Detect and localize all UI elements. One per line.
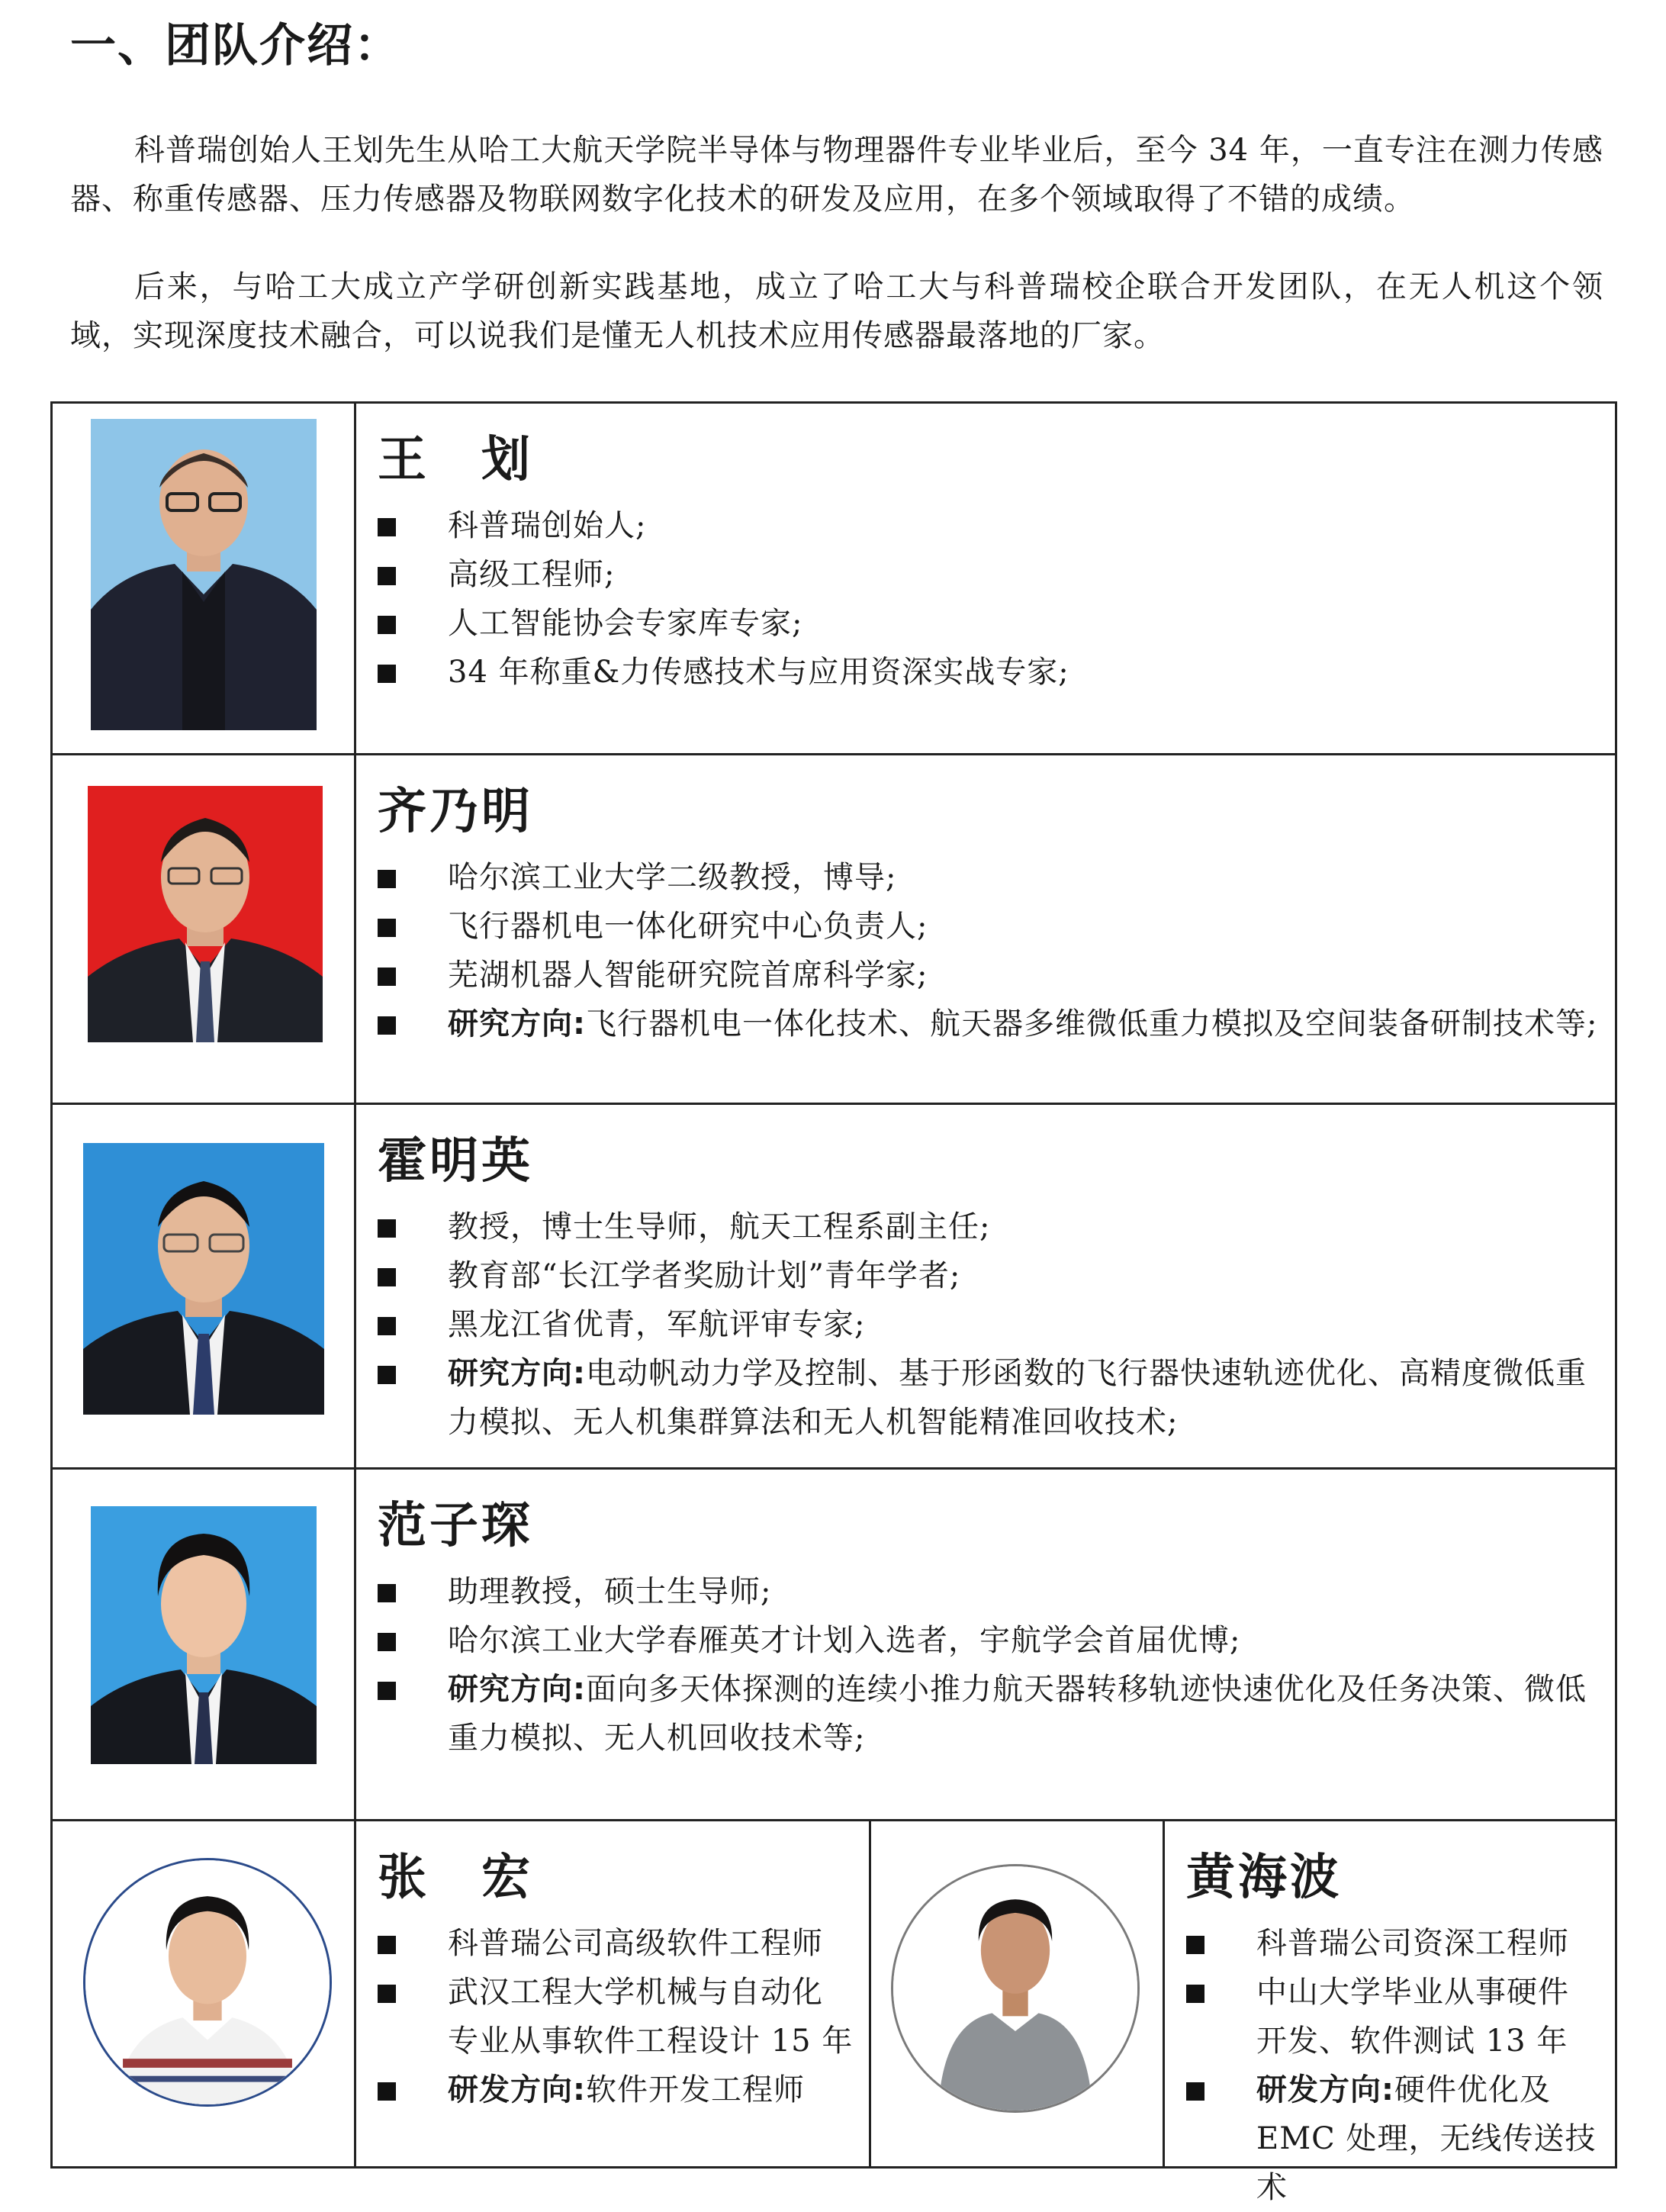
list-item: 研发方向:软件开发工程师 (378, 2065, 854, 2114)
member-photo-fan (91, 1506, 317, 1764)
bullet-icon (378, 1366, 396, 1384)
bullet-icon (378, 1633, 396, 1651)
list-item: 哈尔滨工业大学二级教授，博导; (378, 853, 1600, 902)
bullet-icon (378, 665, 396, 683)
list-item: 教育部“长江学者奖励计划”青年学者; (378, 1251, 1600, 1300)
member-row-2 (53, 755, 1615, 1105)
member-credentials (378, 1203, 1600, 1447)
bullet-icon (1186, 1985, 1204, 2003)
bullet-icon (378, 616, 396, 634)
list-item: 研究方向:面向多天体探测的连续小推力航天器转移轨迹快速优化及任务决策、微低重力模拟、无人机回收技术等; (378, 1665, 1600, 1763)
bullet-icon (378, 1936, 396, 1954)
bullet-icon (378, 2082, 396, 2101)
member-credentials (378, 501, 1600, 697)
member-credentials (1186, 1919, 1600, 2212)
list-item: 哈尔滨工业大学春雁英才计划入选者，宇航学会首届优博; (378, 1616, 1600, 1665)
list-item: 飞行器机电一体化研究中心负责人; (378, 902, 1600, 951)
member-row-5 (53, 1821, 1615, 2205)
bullet-icon (378, 870, 396, 888)
list-item: 研究方向:飞行器机电一体化技术、航天器多维微低重力模拟及空间装备研制技术等; (378, 1000, 1600, 1048)
bullet-icon (378, 919, 396, 937)
list-item: 教授，博士生导师，航天工程系副主任; (378, 1203, 1600, 1251)
list-item: 高级工程师; (378, 550, 1600, 599)
bullet-icon (378, 1317, 396, 1335)
list-item: 研发方向:硬件优化及 EMC 处理，无线传送技术 (1186, 2065, 1600, 2212)
list-item: 助理教授，硕士生导师; (378, 1567, 1600, 1616)
bullet-icon (378, 1268, 396, 1286)
bullet-icon (378, 1219, 396, 1238)
list-item: 科普瑞公司资深工程师 (1186, 1919, 1600, 1968)
member-name: 齐乃明 (378, 784, 533, 840)
member-photo-huo (83, 1143, 324, 1415)
member-row-4 (53, 1470, 1615, 1821)
member-photo-qi (88, 786, 323, 1042)
list-item: 芜湖机器人智能研究院首席科学家; (378, 951, 1600, 1000)
intro-paragraph-2: 后来，与哈工大成立产学研创新实践基地，成立了哈工大与科普瑞校企联合开发团队，在无人机这个领域，实现深度技术融合，可以说我们是懂无人机技术应用传感器最落地的厂家。 (70, 269, 1603, 353)
member-row-3 (53, 1105, 1615, 1470)
list-item: 中山大学毕业从事硬件开发、软件测试 13 年 (1186, 1968, 1600, 2065)
bullet-icon (378, 567, 396, 585)
member-photo-zhang (83, 1858, 332, 2107)
bullet-icon (378, 1682, 396, 1700)
bullet-icon (1186, 2082, 1204, 2101)
member-credentials (378, 853, 1600, 1048)
intro-paragraph-1: 科普瑞创始人王划先生从哈工大航天学院半导体与物理器件专业毕业后，至今 34 年，一直专注在测力传感器、称重传感器、压力传感器及物联网数字化技术的研发及应用，在多个领域取得了不错的成绩。 (70, 133, 1603, 217)
list-item: 科普瑞公司高级软件工程师 (378, 1919, 854, 1968)
bullet-icon (378, 518, 396, 536)
list-item: 武汉工程大学机械与自动化专业从事软件工程设计 15 年 (378, 1968, 854, 2065)
bullet-icon (1186, 1936, 1204, 1954)
member-name: 张 宏 (378, 1850, 533, 1906)
list-item: 34 年称重&力传感技术与应用资深实战专家; (378, 648, 1600, 697)
list-item: 科普瑞创始人; (378, 501, 1600, 550)
member-name: 王 划 (378, 432, 533, 488)
list-item: 人工智能协会专家库专家; (378, 599, 1600, 648)
member-name: 范子琛 (378, 1498, 533, 1554)
team-table (50, 401, 1617, 2205)
member-credentials (378, 1567, 1600, 1763)
list-item: 研究方向:电动帆动力学及控制、基于形函数的飞行器快速轨迹优化、高精度微低重力模拟、无人机集群算法和无人机智能精准回收技术; (378, 1349, 1600, 1447)
member-name: 黄海波 (1186, 1850, 1342, 1906)
member-name: 霍明英 (378, 1133, 533, 1190)
member-row-1 (53, 404, 1615, 755)
member-photo-huang (891, 1864, 1140, 2113)
bullet-icon (378, 1985, 396, 2003)
bullet-icon (378, 968, 396, 986)
member-credentials (378, 1919, 854, 2114)
member-photo-wang (91, 419, 317, 730)
section-heading: 一、团队介绍： (70, 19, 401, 72)
list-item: 黑龙江省优青，军航评审专家; (378, 1300, 1600, 1349)
bullet-icon (378, 1016, 396, 1035)
bullet-icon (378, 1584, 396, 1602)
